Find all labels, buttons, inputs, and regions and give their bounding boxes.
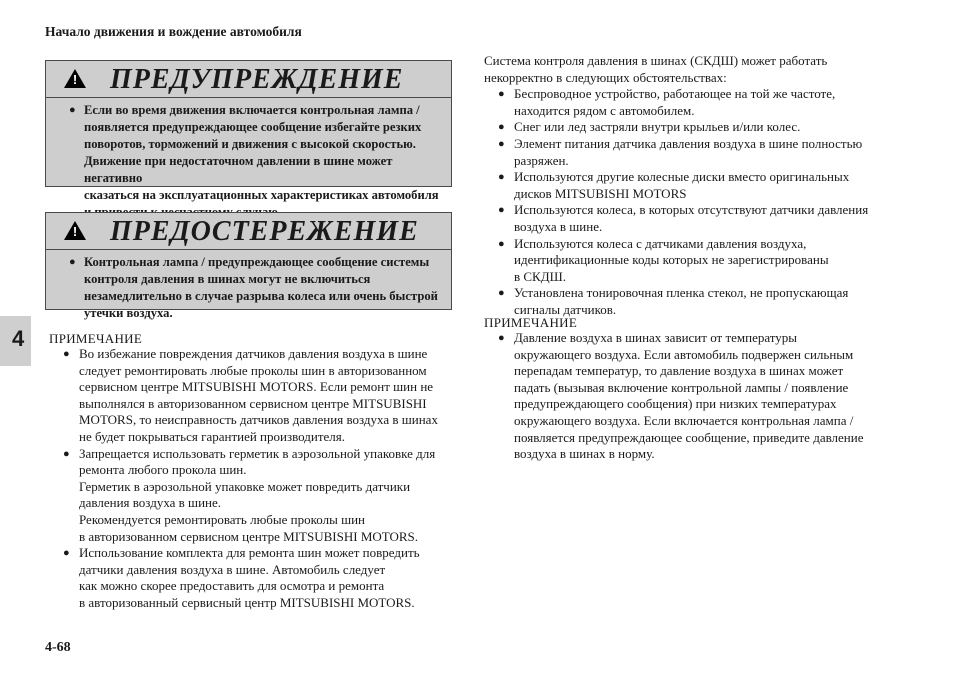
list-item — [49, 545, 461, 611]
caution-line: утечки воздуха. — [84, 306, 173, 320]
note-line: предупреждающего сообщения) при низких температурах — [514, 396, 837, 412]
list-line: Снег или лед застряли внутри крыльев и/или колес. — [514, 119, 801, 135]
bullet-icon: ● — [63, 547, 70, 560]
left-note-body — [49, 346, 461, 612]
caution-box — [45, 212, 452, 320]
running-header: Начало движения и вождение автомобиля — [45, 24, 302, 39]
bullet-icon: ● — [498, 204, 505, 217]
list-line: Установлена тонировочная пленка стекол, не пропускающая — [514, 285, 849, 301]
note-line: следует ремонтировать любые проколы шин в авторизованном — [79, 362, 427, 378]
warning-line: Если во время движения включается контрольная лампа / — [84, 103, 420, 117]
warning-line: сказаться на эксплуатационных характеристиках автомобиля — [84, 188, 439, 202]
list-item — [484, 169, 904, 202]
caution-title: ПРЕДОСТЕРЕЖЕНИЕ — [110, 216, 419, 247]
note-line: Герметик в аэрозольной упаковке может повредить датчики — [79, 478, 411, 494]
bullet-icon: ● — [69, 104, 76, 116]
note-line: Использование комплекта для ремонта шин может повредить — [79, 545, 420, 561]
warning-body — [46, 98, 451, 221]
list-item — [484, 202, 904, 235]
list-line: Беспроводное устройство, работающее на той же частоте, — [514, 86, 836, 102]
list-line: находится рядом с автомобилем. — [514, 102, 695, 118]
page-number: 4-68 — [45, 640, 71, 655]
list-line: Используются колеса, в которых отсутствуют датчики давления — [514, 202, 869, 218]
note-line: воздуха в шинах в норму. — [514, 446, 655, 462]
note-line: в авторизованный сервисный центр MITSUBISHI MOTORS. — [79, 594, 415, 610]
bullet-icon: ● — [498, 88, 505, 101]
bullet-icon: ● — [498, 287, 505, 300]
right-column — [484, 53, 904, 319]
bullet-icon: ● — [63, 447, 70, 460]
left-note-label: ПРИМЕЧАНИЕ — [49, 331, 143, 346]
intro-line: некорректно в следующих обстоятельствах: — [484, 69, 727, 85]
bullet-icon: ● — [498, 137, 505, 150]
note-line: выполнялся в авторизованном сервисном центре MITSUBISHI — [79, 395, 427, 411]
list-item — [484, 285, 904, 318]
note-line: Запрещается использовать герметик в аэрозольной упаковке для — [79, 445, 436, 461]
bullet-icon: ● — [63, 348, 70, 360]
caution-box-header — [46, 213, 451, 250]
chapter-number: 4 — [12, 326, 25, 351]
list-line: сигналы датчиков. — [514, 301, 617, 317]
intro-line: Система контроля давления в шинах (СКДШ) может работать — [484, 53, 828, 68]
note-line: окружающего воздуха. Если включается контрольная лампа / — [514, 412, 854, 428]
caution-line: контроля давления в шинах могут не включиться — [84, 272, 371, 286]
bullet-icon: ● — [69, 256, 76, 268]
warning-line: Движение при недостаточном давлении в шине может негативно — [84, 154, 393, 185]
list-item — [49, 346, 461, 446]
warning-line: поворотов, торможений и движения с высокой скоростью. — [84, 137, 416, 151]
list-item — [484, 136, 904, 169]
note-line: не будет покрываться гарантией производителя. — [79, 428, 346, 444]
list-item — [49, 446, 461, 546]
bullet-icon: ● — [498, 171, 505, 184]
caution-body — [46, 250, 451, 322]
note-line: появляется предупреждающее сообщение, приведите давление — [514, 429, 864, 445]
note-line: окружающего воздуха. Если автомобиль подвержен сильным — [514, 346, 854, 362]
list-line: идентификационные коды которых не зарегистрированы — [514, 252, 829, 268]
note-line: Рекомендуется ремонтировать любые проколы шин — [79, 511, 365, 527]
note-line: Во избежание повреждения датчиков давления воздуха в шине — [79, 346, 428, 361]
note-line: сервисном центре MITSUBISHI MOTORS. Если ремонт шин не — [79, 379, 434, 395]
caution-line: Контрольная лампа / предупреждающее сообщение системы — [84, 255, 430, 269]
note-line: перепадам температур, то давление воздуха в шинах может — [514, 363, 844, 379]
warning-exclamation: ! — [72, 72, 78, 87]
note-line: падать (вызывая включение контрольной лампы / появление — [514, 379, 849, 395]
note-line: как можно скорее предоставить для осмотра и ремонта — [79, 578, 385, 594]
warning-line: появляется предупреждающее сообщение избегайте резких — [84, 120, 422, 134]
list-item — [484, 86, 904, 119]
warning-box-header — [46, 61, 451, 98]
list-line: Элемент питания датчика давления воздуха в шине полностью — [514, 135, 863, 151]
list-line: разряжен. — [514, 152, 569, 168]
note-line: MOTORS, то неисправность датчиков давления воздуха в шинах — [79, 412, 438, 428]
note-line: Давление воздуха в шинах зависит от температуры — [514, 330, 798, 345]
note-line: давления воздуха в шине. — [79, 495, 221, 511]
list-item — [484, 119, 904, 136]
list-item — [484, 236, 904, 286]
intro-paragraph — [484, 53, 904, 86]
list-line: воздуха в шине. — [514, 218, 603, 234]
caution-exclamation: ! — [72, 224, 78, 239]
bullet-icon: ● — [498, 332, 505, 344]
list-line: Используются другие колесные диски вместо оригинальных — [514, 169, 850, 185]
right-note-body — [484, 330, 904, 463]
list-line: Используются колеса с датчиками давления воздуха, — [514, 235, 807, 251]
list-line: дисков MITSUBISHI MOTORS — [514, 185, 687, 201]
list-line: в СКДШ. — [514, 268, 566, 284]
note-line: ремонта любого прокола шин. — [79, 462, 247, 478]
bullet-icon: ● — [498, 121, 505, 134]
note-line: датчики давления воздуха в шине. Автомобиль следует — [79, 561, 386, 577]
warning-title: ПРЕДУПРЕЖДЕНИЕ — [110, 64, 404, 95]
right-note-label: ПРИМЕЧАНИЕ — [484, 315, 578, 330]
note-line: в авторизованном сервисном центре MITSUBISHI MOTORS. — [79, 528, 419, 544]
bullet-icon: ● — [498, 237, 505, 250]
warning-box — [45, 60, 452, 202]
caution-line: незамедлительно в случае разрыва колеса или очень быстрой — [84, 289, 438, 303]
list-item — [484, 330, 904, 463]
